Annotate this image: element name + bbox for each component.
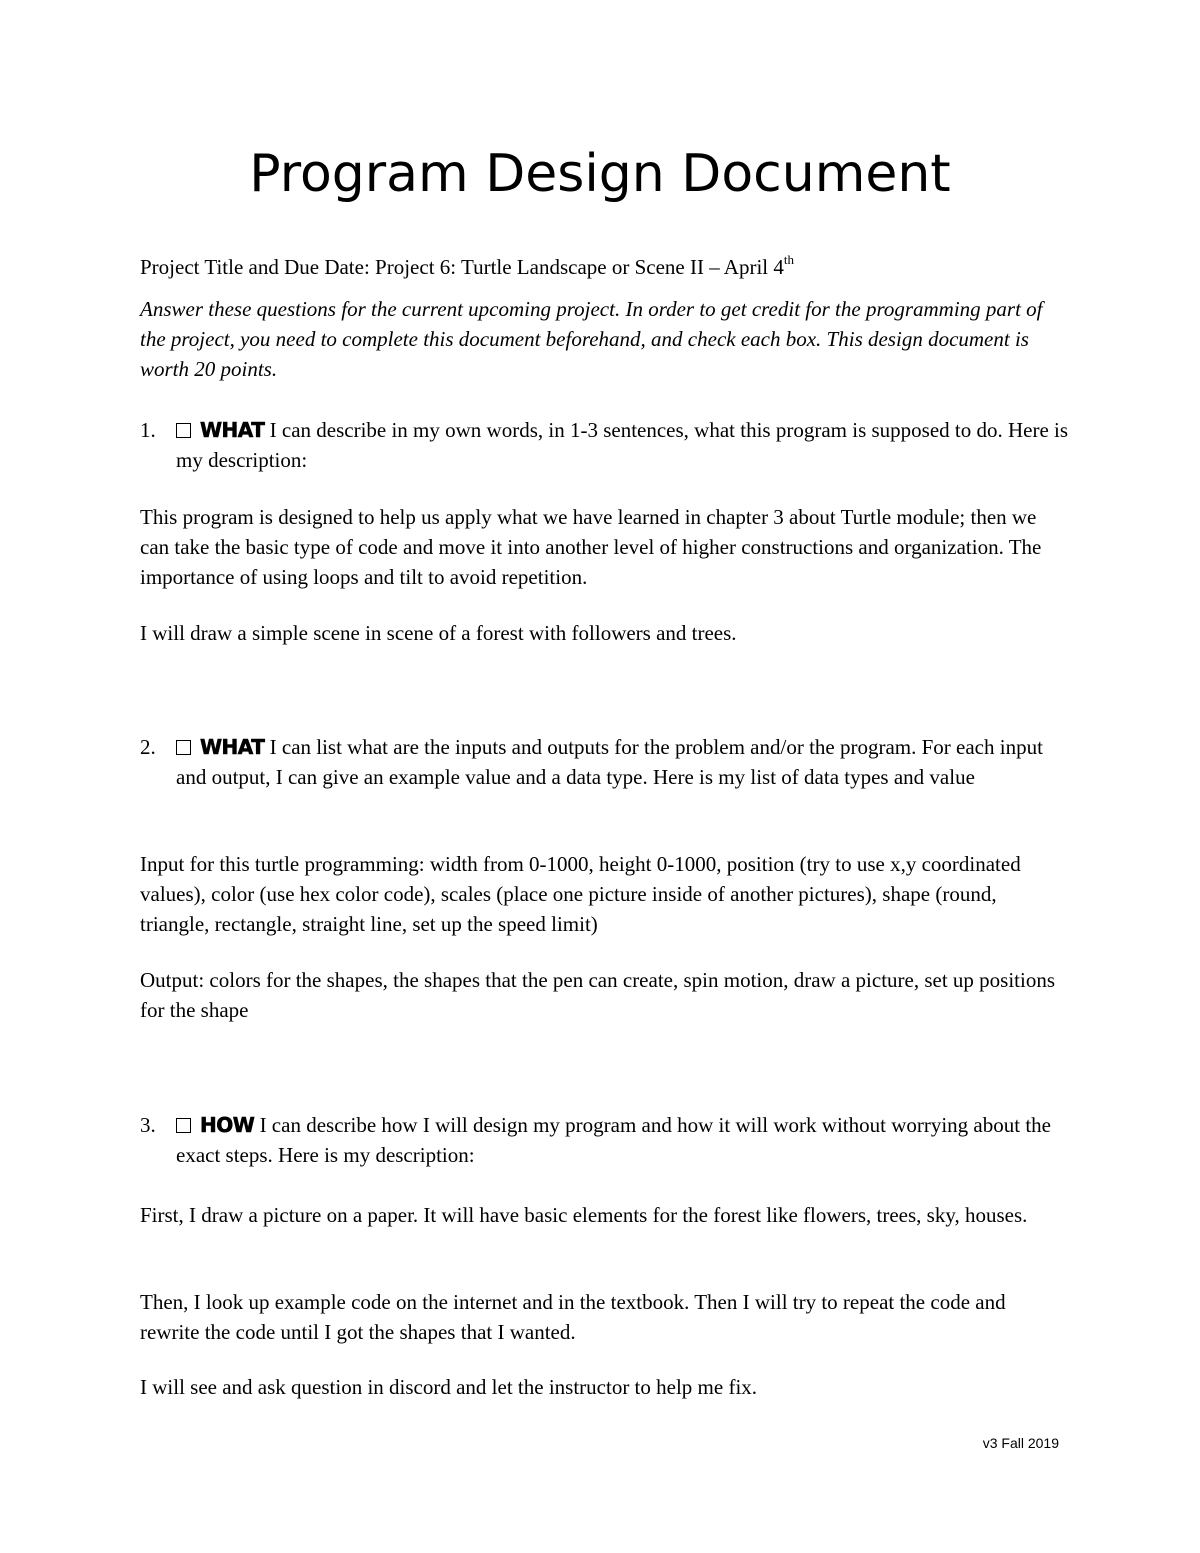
answer-paragraph: Then, I look up example code on the internet and in the textbook. Then I will try to repeat the code and rewrite the code until I got the shapes that I wanted. — [140, 1290, 1006, 1344]
question-prompt — [176, 1110, 1070, 1170]
question-keyword: HOW — [200, 1113, 255, 1137]
question-number: 2. — [140, 735, 156, 759]
answer-paragraph: Output: colors for the shapes, the shapes that the pen can create, spin motion, draw a picture, set up positions for the shape — [140, 968, 1056, 1022]
question-3 — [140, 1110, 1070, 1170]
question-number: 3. — [140, 1113, 156, 1137]
question-keyword: WHAT — [200, 735, 265, 759]
question-number: 1. — [140, 418, 156, 442]
answer-paragraph: I will see and ask question in discord and let the instructor to help me fix. — [140, 1375, 758, 1399]
checkbox-icon[interactable] — [176, 423, 191, 438]
question-text: I can describe in my own words, in 1-3 sentences, what this program is supposed to do. Here is my description: — [176, 418, 1069, 472]
question-text: I can describe how I will design my program and how it will work without worrying about the exact steps. Here is my description: — [176, 1113, 1051, 1167]
project-title-line — [140, 252, 1070, 282]
version-footer: v3 Fall 2019 — [982, 1435, 1059, 1451]
question-keyword: WHAT — [200, 418, 265, 442]
answer-paragraph: I will draw a simple scene in scene of a forest with followers and trees. — [140, 621, 737, 645]
answer-paragraph: First, I draw a picture on a paper. It will have basic elements for the forest like flowers, trees, sky, houses. — [140, 1203, 1028, 1227]
question-1 — [140, 415, 1070, 475]
project-title-text: Project Title and Due Date: Project 6: Turtle Landscape or Scene II – April 4 — [140, 255, 784, 279]
checkbox-icon[interactable] — [176, 740, 191, 755]
instructions-paragraph: Answer these questions for the current upcoming project. In order to get credit for the programming part of the project, you need to complete this document beforehand, and check each box. This design document is worth 20 points. — [140, 297, 1043, 381]
question-prompt — [176, 415, 1070, 475]
answer-paragraph: Input for this turtle programming: width from 0-1000, height 0-1000, position (try to use x,y coordinated values), color (use hex color code), scales (place one picture inside of another pictures), shape (round, triangle, rectangle, straight line, set up the speed limit) — [140, 852, 1021, 936]
question-2 — [140, 732, 1070, 792]
page-title: Program Design Document — [249, 144, 951, 204]
checkbox-icon[interactable] — [176, 1118, 191, 1133]
question-text: I can list what are the inputs and outputs for the problem and/or the program. For each input and output, I can give an example value and a data type. Here is my list of data types and value — [176, 735, 1043, 789]
question-prompt — [176, 732, 1070, 792]
answer-paragraph: This program is designed to help us apply what we have learned in chapter 3 about Turtle module; then we can take the basic type of code and move it into another level of higher constructions and organization. The importance of using loops and tilt to avoid repetition. — [140, 505, 1042, 589]
date-superscript: th — [783, 252, 795, 267]
